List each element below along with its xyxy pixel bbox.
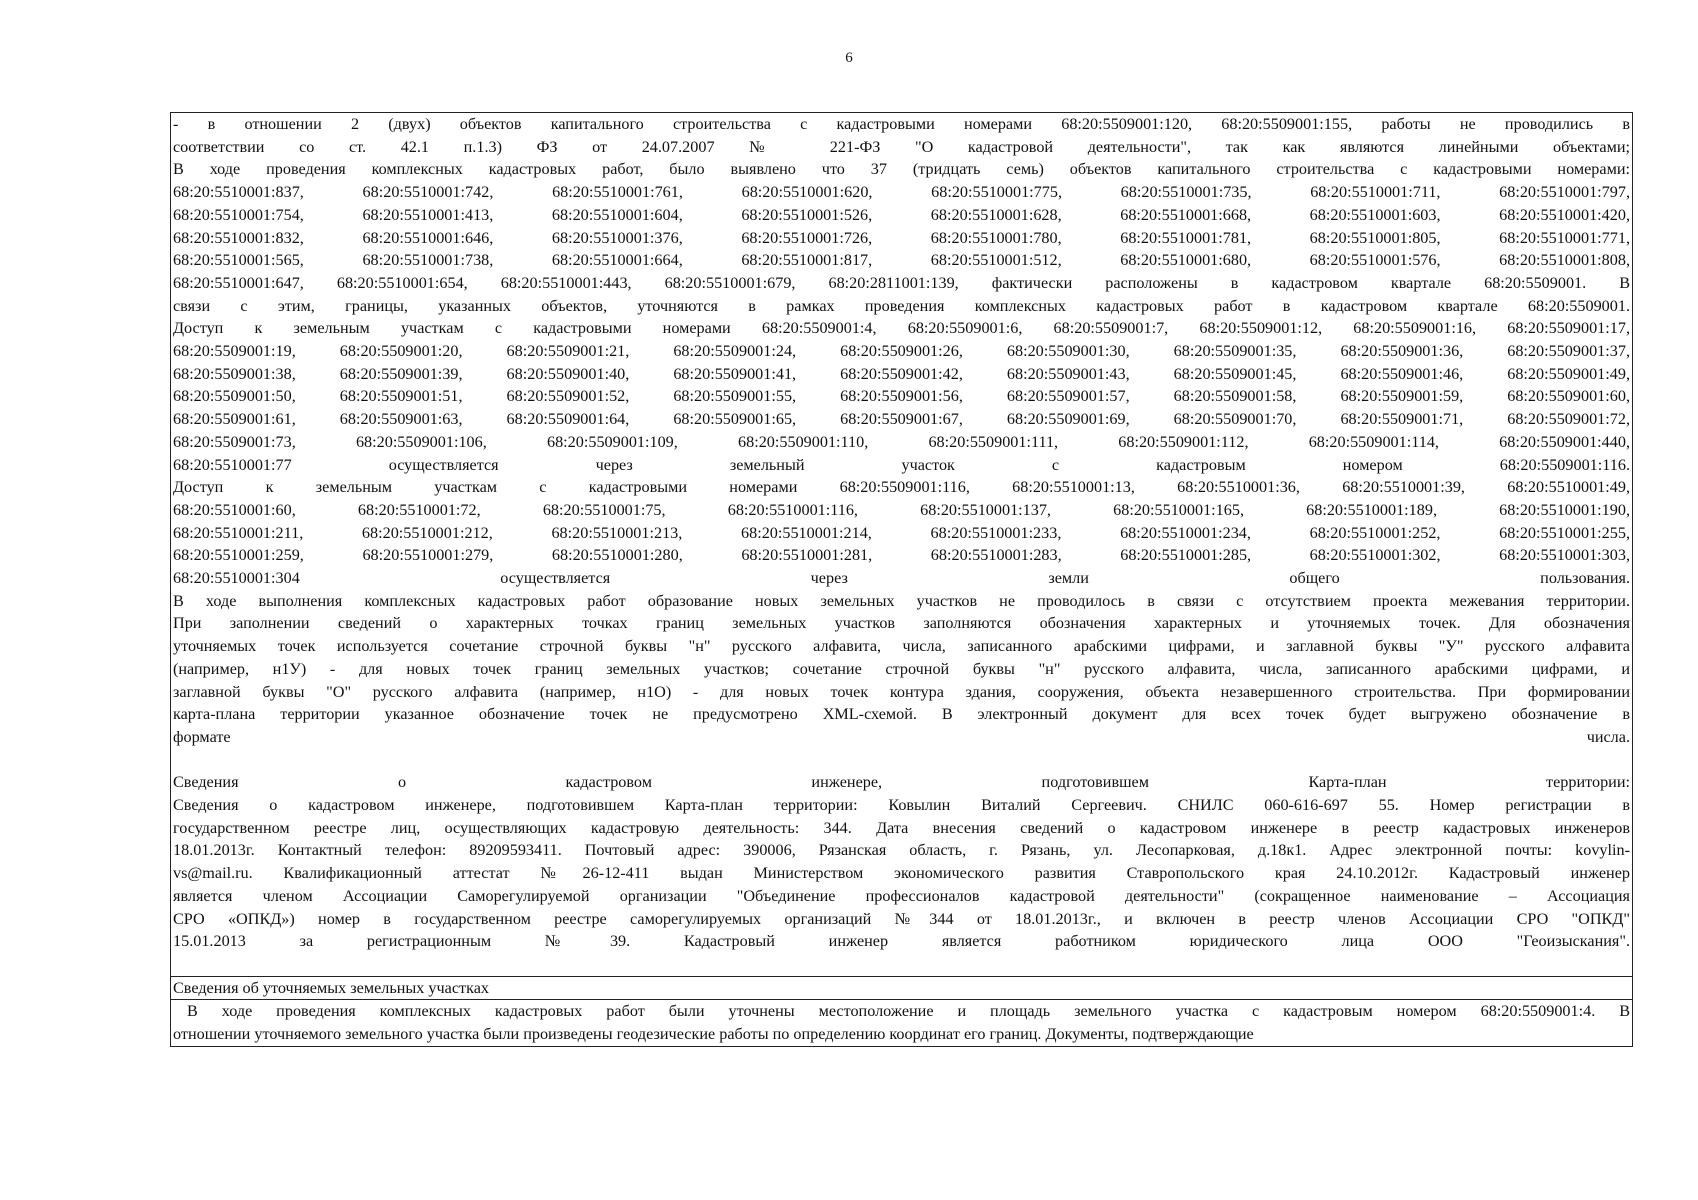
section-main-text [171,113,1632,977]
page-number: 6 [845,50,853,66]
text-line: 18.01.2013г. Контактный телефон: 89209593411. Почтовый адрес: 390006, Рязанская область, г. Рязань, ул. Лесопарковая, д.18к1. Адрес электронной почты: kovylin- [173,841,1630,860]
document-frame [170,112,1633,1047]
text-line: 68:20:5510001:60, 68:20:5510001:72, 68:20:5510001:75, 68:20:5510001:116, 68:20:5510001:137, 68:20:5510001:165, 68:20:5510001:189, 68:20:5510001:190, [173,500,1630,519]
text-line: 68:20:5510001:837, 68:20:5510001:742, 68:20:5510001:761, 68:20:5510001:620, 68:20:5510001:775, 68:20:5510001:735, 68:20:5510001:711, 68:20:5510001:797, [173,183,1630,202]
text-line: 68:20:5510001:211, 68:20:5510001:212, 68:20:5510001:213, 68:20:5510001:214, 68:20:5510001:233, 68:20:5510001:234, 68:20:5510001:252, 68:20:5510001:255, [173,523,1630,542]
text-line: При заполнении сведений о характерных точках границ земельных участков заполняются обозначения характерных и уточняемых точек. Для обозначения [173,614,1630,633]
text-line: формате числа. [173,727,1630,746]
text-line: (например, н1У) - для новых точек границ земельных участков; сочетание строчной буквы "н" русского алфавита, числа, записанного арабскими цифрами, и [173,659,1630,678]
text-line: 68:20:5509001:50, 68:20:5509001:51, 68:20:5509001:52, 68:20:5509001:55, 68:20:5509001:56, 68:20:5509001:57, 68:20:5509001:58, 68:20:5509001:59, 68:20:5509001:60, [173,387,1630,406]
text-line: уточняемых точек используется сочетание строчной буквы "н" русского алфавита, числа, записанного арабскими цифрами, и заглавной буквы "У" русского алфавита [173,637,1630,656]
main-text-lines [171,113,1632,749]
text-line: - в отношении 2 (двух) объектов капитального строительства с кадастровыми номерами 68:20:5509001:120, 68:20:5509001:155, работы не проводились в [173,115,1630,133]
text-line: государственном реестре лиц, осуществляющих кадастровую деятельность: 344. Дата внесения сведений о кадастровом инженере в реестр кадастровых инженеров [173,818,1630,837]
text-line: 68:20:5510001:754, 68:20:5510001:413, 68:20:5510001:604, 68:20:5510001:526, 68:20:5510001:628, 68:20:5510001:668, 68:20:5510001:603, 68:20:5510001:420, [173,205,1630,224]
text-line: 68:20:5509001:38, 68:20:5509001:39, 68:20:5509001:40, 68:20:5509001:41, 68:20:5509001:42, 68:20:5509001:43, 68:20:5509001:45, 68:20:5509001:46, 68:20:5509001:49, [173,364,1630,383]
text-line: В ходе проведения комплексных кадастровых работ были уточнены местоположение и площадь земельного участка с кадастровым номером 68:20:5509001:4. В [187,1002,1630,1021]
text-line: 68:20:5509001:19, 68:20:5509001:20, 68:20:5509001:21, 68:20:5509001:24, 68:20:5509001:26, 68:20:5509001:30, 68:20:5509001:35, 68:20:5509001:36, 68:20:5509001:37, [173,342,1630,361]
section-refined-plots-text [171,1000,1632,1045]
text-line: 68:20:5509001:73, 68:20:5509001:106, 68:20:5509001:109, 68:20:5509001:110, 68:20:5509001:111, 68:20:5509001:112, 68:20:5509001:114, 68:20:5509001:440, [173,432,1630,451]
text-line: СРО «ОПКД») номер в государственном реестре саморегулируемых организаций №344 от 18.01.2013г., и включен в реестр членов Ассоциации СРО "ОПКД" [173,909,1630,928]
refined-plots-heading: Сведения об уточняемых земельных участках [173,978,489,997]
text-line: 68:20:5510001:565, 68:20:5510001:738, 68:20:5510001:664, 68:20:5510001:817, 68:20:5510001:512, 68:20:5510001:680, 68:20:5510001:576, 68:20:5510001:808, [173,251,1630,270]
paragraph-gap [171,953,1632,976]
text-line: заглавной буквы "О" русского алфавита (например, н1О) - для новых точек контура здания, сооружения, объекта незавершенного строительства. При формировании [173,682,1630,701]
text-line: карта-плана территории указанное обозначение точек не предусмотрено XML-схемой. В электронный документ для всех точек будет выгружено обозначение в [173,705,1630,724]
text-line: Сведения о кадастровом инженере, подготовившем Карта-план территории: Ковылин Виталий Сергеевич. СНИЛС 060-616-697 55. Номер регистрации в [173,796,1630,815]
text-line: В ходе проведения комплексных кадастровых работ, было выявлено что 37 (тридцать семь) объектов капитального строительства с кадастровыми номерами: [173,160,1630,179]
text-line: Сведения о кадастровом инженере, подготовившем Карта-план территории: [173,773,1630,792]
text-line: 68:20:5510001:647, 68:20:5510001:654, 68:20:5510001:443, 68:20:5510001:679, 68:20:2811001:139, фактически расположены в кадастровом квартале 68:20:5509001. В [173,273,1630,292]
text-line: 68:20:5510001:832, 68:20:5510001:646, 68:20:5510001:376, 68:20:5510001:726, 68:20:5510001:780, 68:20:5510001:781, 68:20:5510001:805, 68:20:5510001:771, [173,228,1630,247]
text-line: отношении уточняемого земельного участка были произведены геодезические работы по определению координат его границ. Документы, подтверждающие [173,1025,1254,1044]
text-line: 68:20:5509001:61, 68:20:5509001:63, 68:20:5509001:64, 68:20:5509001:65, 68:20:5509001:67, 68:20:5509001:69, 68:20:5509001:70, 68:20:5509001:71, 68:20:5509001:72, [173,410,1630,429]
refined-plots-text-lines [171,1000,1632,1045]
text-line: связи с этим, границы, указанных объектов, уточняются в рамках проведения комплексных кадастровых работ в кадастровом квартале 68:20:5509001. [173,296,1630,315]
section-refined-plots-heading [171,977,1632,1001]
paragraph-gap [171,749,1632,772]
text-line: 68:20:5510001:259, 68:20:5510001:279, 68:20:5510001:280, 68:20:5510001:281, 68:20:5510001:283, 68:20:5510001:285, 68:20:5510001:302, 68:20:5510001:303, [173,546,1630,565]
text-line: Доступ к земельным участкам с кадастровыми номерами 68:20:5509001:4, 68:20:5509001:6, 68:20:5509001:7, 68:20:5509001:12, 68:20:5509001:16, 68:20:5509001:17, [173,319,1630,338]
text-line: 68:20:5510001:77 осуществляется через земельный участок с кадастровым номером 68:20:5509001:116. [173,455,1630,474]
text-line: соответствии со ст. 42.1 п.1.3) ФЗ от 24.07.2007 № 221-ФЗ "О кадастровой деятельности", так как являются линейными объектами; [173,137,1630,156]
text-line: vs@mail.ru. Квалификационный аттестат №26-12-411 выдан Министерством экономического развития Ставропольского края 24.10.2012г. Кадастровый инженер [173,864,1630,883]
engineer-info-lines [171,771,1632,953]
text-line: Доступ к земельным участкам с кадастровыми номерами 68:20:5509001:116, 68:20:5510001:13, 68:20:5510001:36, 68:20:5510001:39, 68:20:5510001:49, [173,478,1630,497]
text-line: 68:20:5510001:304 осуществляется через земли общего пользования. [173,569,1630,588]
text-line: 15.01.2013 за регистрационным №39. Кадастровый инженер является работником юридического лица ООО "Геоизыскания". [173,932,1630,951]
text-line: В ходе выполнения комплексных кадастровых работ образование новых земельных участков не проводилось в связи с отсутствием проекта межевания территории. [173,591,1630,610]
text-line: является членом Ассоциации Саморегулируемой организации "Объединение профессионалов кадастровой деятельности" (сокращенное наименование – Ассоциация [173,886,1630,905]
